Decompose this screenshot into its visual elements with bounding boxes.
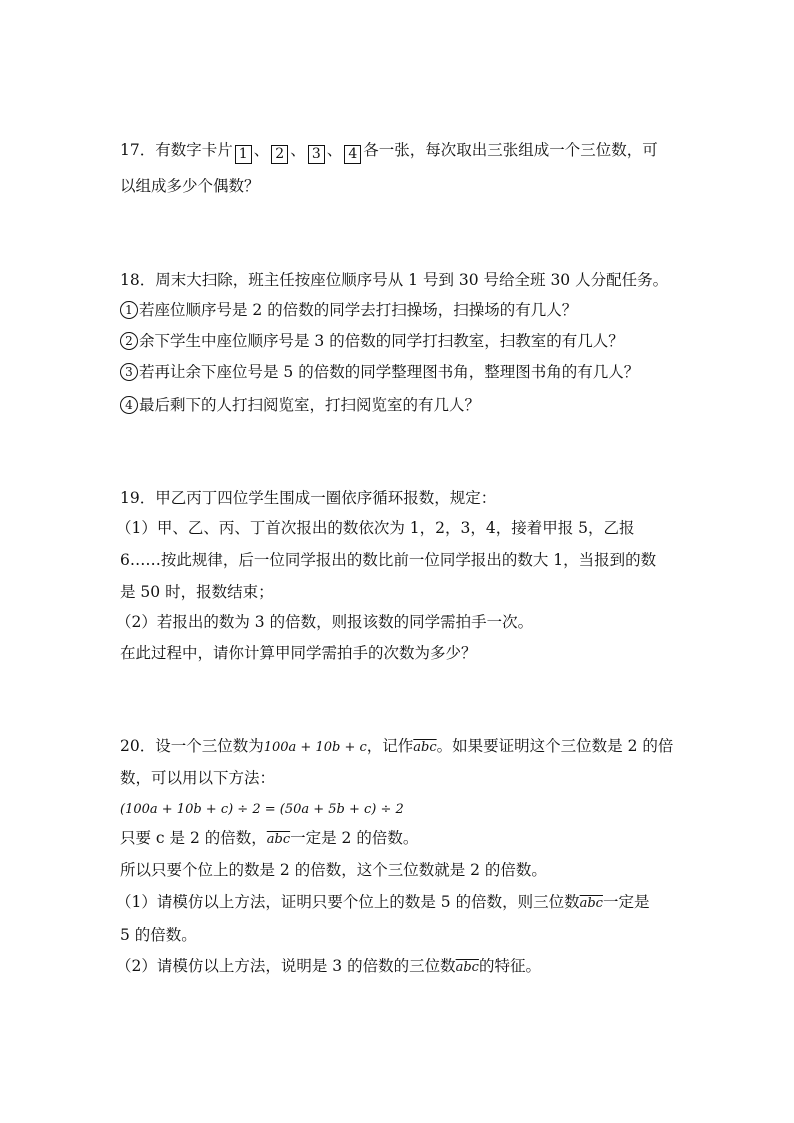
q20-line8-a: （2）请模仿以上方法，说明是 3 的倍数的三位数	[116, 957, 456, 975]
q19-line4: 是 50 时，报数结束；	[120, 583, 274, 601]
q17-text-a: 有数字卡片	[155, 141, 233, 159]
separator: 、	[253, 141, 270, 159]
q17-line2: 以组成多少个偶数？	[120, 177, 260, 195]
q18-line1: 18．周末大扫除，班主任按座位顺序号从 1 号到 30 号给全班 30 人分配任务。	[120, 271, 669, 289]
q20-line1	[120, 736, 673, 758]
q20-line4	[120, 828, 418, 850]
q18-item-4	[120, 395, 480, 415]
q20-line6-b: 一定是	[602, 893, 650, 911]
abc-overline: $\overline{abc}$	[266, 832, 291, 847]
digit-card-3: 3	[308, 145, 325, 164]
separator: 、	[326, 141, 343, 159]
q20-line4-a: 只要 c 是 2 的倍数，	[120, 829, 267, 847]
q18-item-3	[120, 362, 639, 382]
circled-number-1: 1	[120, 301, 138, 319]
q18-item-3-text: 若再让余下座位号是 5 的倍数的同学整理图书角，整理图书角的有几人？	[139, 363, 640, 381]
q20-line1-b: ，记作	[366, 737, 414, 755]
digit-card-4: 4	[344, 145, 361, 164]
q20-line1-a: 20．设一个三位数为	[120, 737, 264, 755]
q20-line2: 数，可以用以下方法：	[120, 769, 276, 787]
abc-overline: $\overline{abc}$	[413, 740, 437, 755]
q20-line8	[116, 956, 541, 978]
q20-line7: 5 的倍数。	[120, 926, 197, 944]
q20-line8-b: 的特征。	[478, 957, 541, 975]
q19-line5: （2）若报出的数为 3 的倍数，则报该数的同学需拍手一次。	[116, 613, 534, 631]
q18-item-2	[120, 331, 624, 351]
q18-item-2-text: 余下学生中座位顺序号是 3 的倍数的同学打扫教室，扫教室的有几人？	[139, 332, 624, 350]
q17-line1	[120, 140, 658, 164]
q20-line5: 所以只要个位上的数是 2 的倍数，这个三位数就是 2 的倍数。	[120, 861, 547, 879]
circled-number-2: 2	[120, 332, 138, 350]
digit-card-2: 2	[271, 145, 288, 164]
circled-number-4: 4	[120, 396, 138, 414]
abc-overline: $\overline{abc}$	[455, 960, 479, 975]
q19-line2: （1）甲、乙、丙、丁首次报出的数依次为 1，2，3，4，接着甲报 5，乙报	[116, 519, 635, 537]
abc-overline: $\overline{abc}$	[579, 896, 603, 911]
q20-line6	[116, 892, 649, 914]
q17-text-b: 各一张，每次取出三张组成一个三位数，可	[363, 141, 658, 159]
q20-line1-c: 。如果要证明这个三位数是 2 的倍	[436, 737, 674, 755]
q20-line4-b: 一定是 2 的倍数。	[290, 829, 419, 847]
q20-line6-a: （1）请模仿以上方法，证明只要个位上的数是 5 的倍数，则三位数	[116, 893, 580, 911]
q17-number: 17．	[120, 141, 156, 159]
q19-line1: 19．甲乙丙丁四位学生围成一圈依序循环报数，规定：	[120, 489, 497, 507]
q20-formula	[120, 798, 404, 820]
circled-number-3: 3	[120, 363, 138, 381]
q20-formula-text: (100a + 10b + c) ÷ 2 = (50a + 5b + c) ÷ 2	[120, 802, 404, 817]
q19-line3: 6……按此规律，后一位同学报出的数比前一位同学报出的数大 1，当报到的数	[120, 551, 657, 569]
q20-expression: 100a + 10b + c	[263, 740, 367, 755]
q18-item-1	[120, 300, 577, 320]
q18-item-4-text: 最后剩下的人打扫阅览室，打扫阅览室的有几人？	[139, 396, 481, 414]
digit-card-1: 1	[235, 145, 252, 164]
q19-line6: 在此过程中，请你计算甲同学需拍手的次数为多少？	[120, 644, 477, 662]
q18-item-1-text: 若座位顺序号是 2 的倍数的同学去打扫操场，扫操场的有几人？	[139, 301, 578, 319]
separator: 、	[290, 141, 306, 159]
